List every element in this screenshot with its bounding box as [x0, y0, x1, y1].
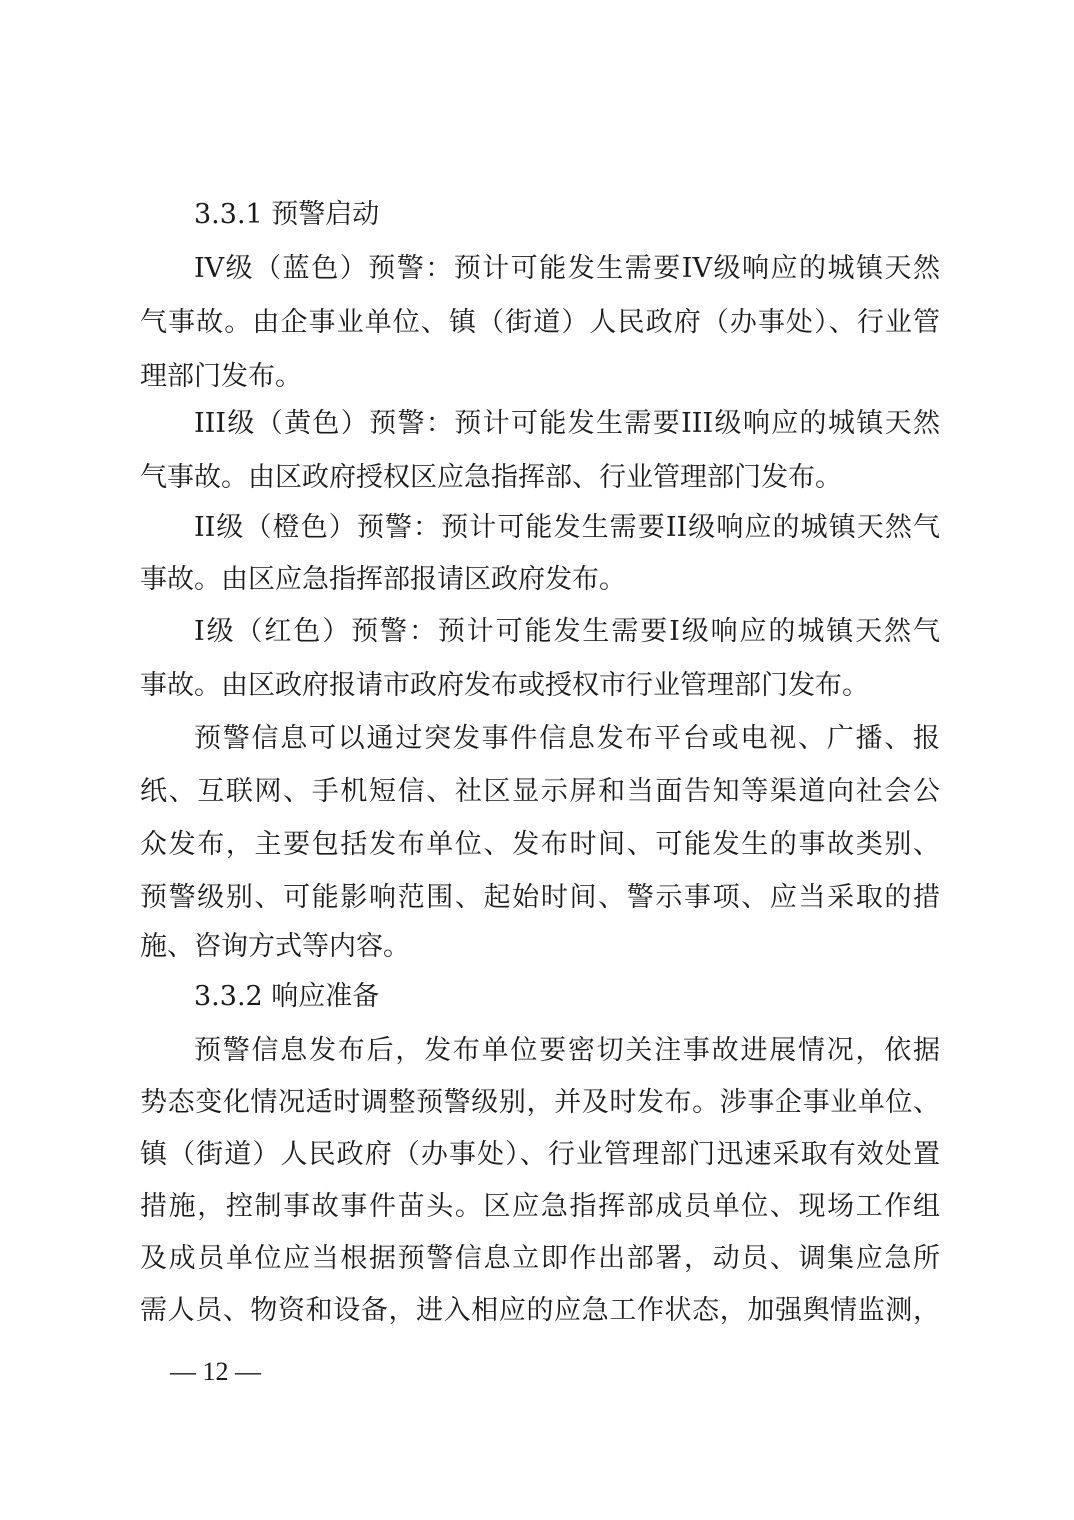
paragraph-line: 措施，控制事故事件苗头。区应急指挥部成员单位、现场工作组 [140, 1191, 940, 1222]
paragraph-line: 预警信息可以通过突发事件信息发布平台或电视、广播、报 [194, 723, 940, 754]
paragraph-line: 需人员、物资和设备，进入相应的应急工作状态，加强舆情监测， [140, 1295, 940, 1326]
section-heading-3-3-2: 3.3.2 响应准备 [194, 981, 380, 1012]
paragraph-line: II级（橙色）预警：预计可能发生需要II级响应的城镇天然气 [194, 512, 940, 543]
paragraph-line: 施、咨询方式等内容。 [140, 931, 410, 962]
paragraph-line: 镇（街道）人民政府（办事处）、行业管理部门迅速采取有效处置 [140, 1139, 940, 1170]
paragraph-line: 理部门发布。 [140, 361, 302, 392]
paragraph-line: 事故。由区应急指挥部报请区政府发布。 [140, 564, 626, 595]
paragraph-line: 事故。由区政府报请市政府发布或授权市行业管理部门发布。 [140, 670, 869, 701]
page-number: — 12 — [170, 1357, 261, 1386]
paragraph-line: 势态变化情况适时调整预警级别，并及时发布。涉事企事业单位、 [140, 1087, 940, 1118]
paragraph-line: I级（红色）预警：预计可能发生需要I级响应的城镇天然气 [194, 616, 940, 647]
paragraph-line: 预警级别、可能影响范围、起始时间、警示事项、应当采取的措 [140, 882, 940, 913]
paragraph-line: 气事故。由区政府授权区应急指挥部、行业管理部门发布。 [140, 462, 842, 493]
paragraph-line: 预警信息发布后，发布单位要密切关注事故进展情况，依据 [194, 1035, 940, 1066]
paragraph-line: 纸、互联网、手机短信、社区显示屏和当面告知等渠道向社会公 [140, 776, 940, 807]
paragraph-line: IV级（蓝色）预警：预计可能发生需要IV级响应的城镇天然 [194, 253, 940, 284]
paragraph-line: 及成员单位应当根据预警信息立即作出部署，动员、调集应急所 [140, 1243, 940, 1274]
paragraph-line: III级（黄色）预警：预计可能发生需要III级响应的城镇天然 [194, 408, 940, 439]
paragraph-line: 气事故。由企事业单位、镇（街道）人民政府（办事处）、行业管 [140, 307, 940, 338]
paragraph-line: 众发布，主要包括发布单位、发布时间、可能发生的事故类别、 [140, 829, 940, 860]
section-heading-3-3-1: 3.3.1 预警启动 [194, 199, 380, 230]
